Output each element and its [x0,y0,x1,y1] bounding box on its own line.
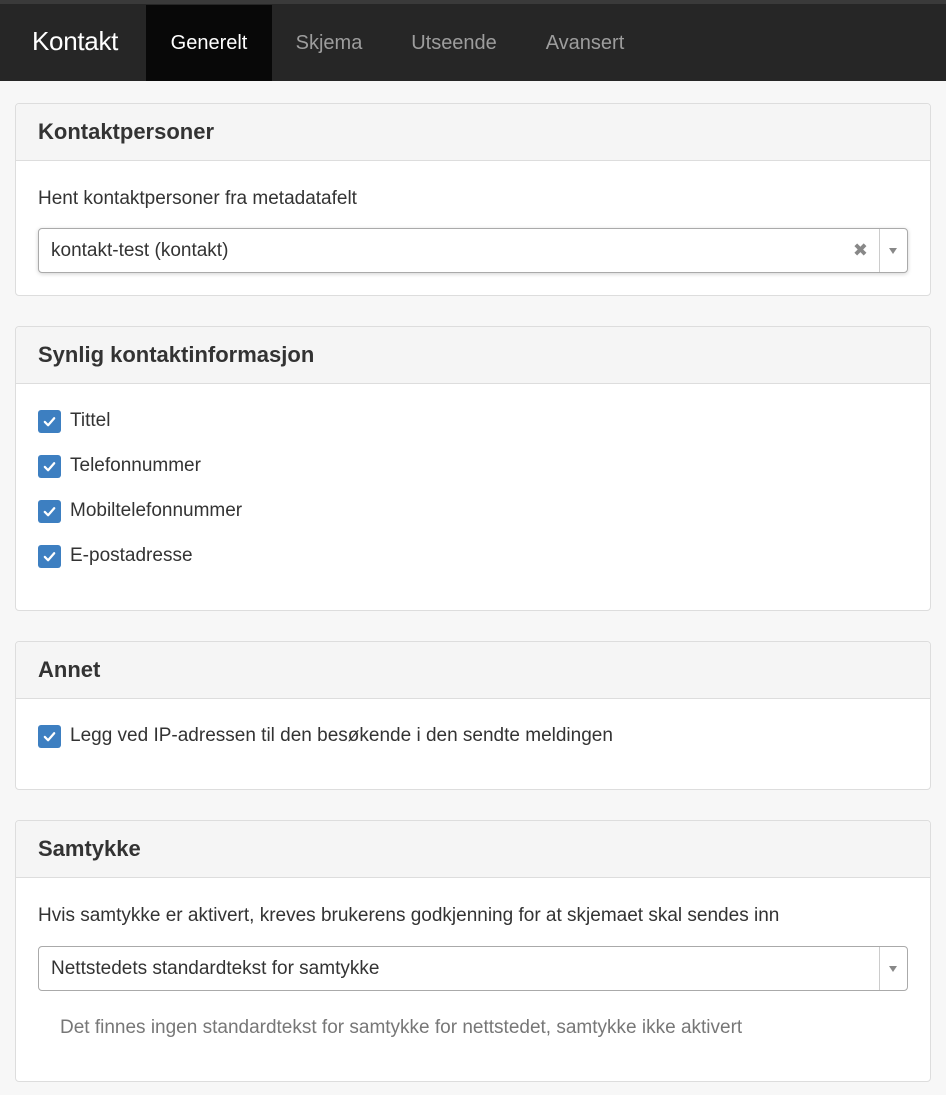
check-icon [42,504,57,519]
tab-generelt[interactable]: Generelt [146,5,272,81]
select-divider [879,947,880,990]
checkbox-label: Mobiltelefonnummer [70,500,243,521]
checkbox-checked[interactable] [38,725,61,748]
app-title[interactable]: Kontakt [32,26,119,56]
chevron-down-icon[interactable] [889,248,897,254]
checkbox-row-tittel[interactable] [38,409,110,433]
checkbox-checked[interactable] [38,545,61,568]
checkbox-checked[interactable] [38,455,61,478]
checkbox-label: Telefonnummer [70,455,201,476]
panel-heading: Annet [16,642,930,699]
samtykke-description: Hvis samtykke er aktivert, kreves brukerens godkjenning for at skjemaet skal sendes inn [38,905,780,926]
checkbox-checked[interactable] [38,500,61,523]
panel-kontaktpersoner [15,103,931,296]
metadata-field-select[interactable] [38,228,908,273]
tab-skjema[interactable]: Skjema [295,31,363,54]
consent-text-select[interactable] [38,946,908,991]
panel-heading: Kontaktpersoner [16,104,930,161]
consent-help-text: Det finnes ingen standardtekst for samtykke for nettstedet, samtykke ikke aktivert [60,1017,743,1038]
tab-avansert[interactable]: Avansert [545,31,625,54]
check-icon [42,729,57,744]
select-value: kontakt-test (kontakt) [51,240,229,261]
tab-utseende[interactable]: Utseende [411,31,497,54]
top-navbar [0,0,946,81]
panel-heading: Synlig kontaktinformasjon [16,327,930,384]
checkbox-checked[interactable] [38,410,61,433]
field-label: Hent kontaktpersoner fra metadatafelt [38,188,357,209]
checkbox-row-mobiltelefonnummer[interactable] [38,499,242,523]
panel-heading: Samtykke [16,821,930,878]
panel-annet [15,641,931,790]
checkbox-row-ip-adresse[interactable] [38,724,613,748]
select-divider [879,229,880,272]
check-icon [42,414,57,429]
select-value: Nettstedets standardtekst for samtykke [51,958,380,979]
panel-samtykke [15,820,931,1082]
checkbox-label: E-postadresse [70,545,193,566]
checkbox-row-e-postadresse[interactable] [38,544,193,568]
panel-synlig-kontaktinformasjon [15,326,931,611]
check-icon [42,549,57,564]
checkbox-label: Legg ved IP-adressen til den besøkende i den sendte meldingen [70,725,613,746]
chevron-down-icon[interactable] [889,966,897,972]
checkbox-label: Tittel [70,410,111,431]
clear-icon[interactable]: ✖ [852,240,868,260]
check-icon [42,459,57,474]
checkbox-row-telefonnummer[interactable] [38,454,201,478]
